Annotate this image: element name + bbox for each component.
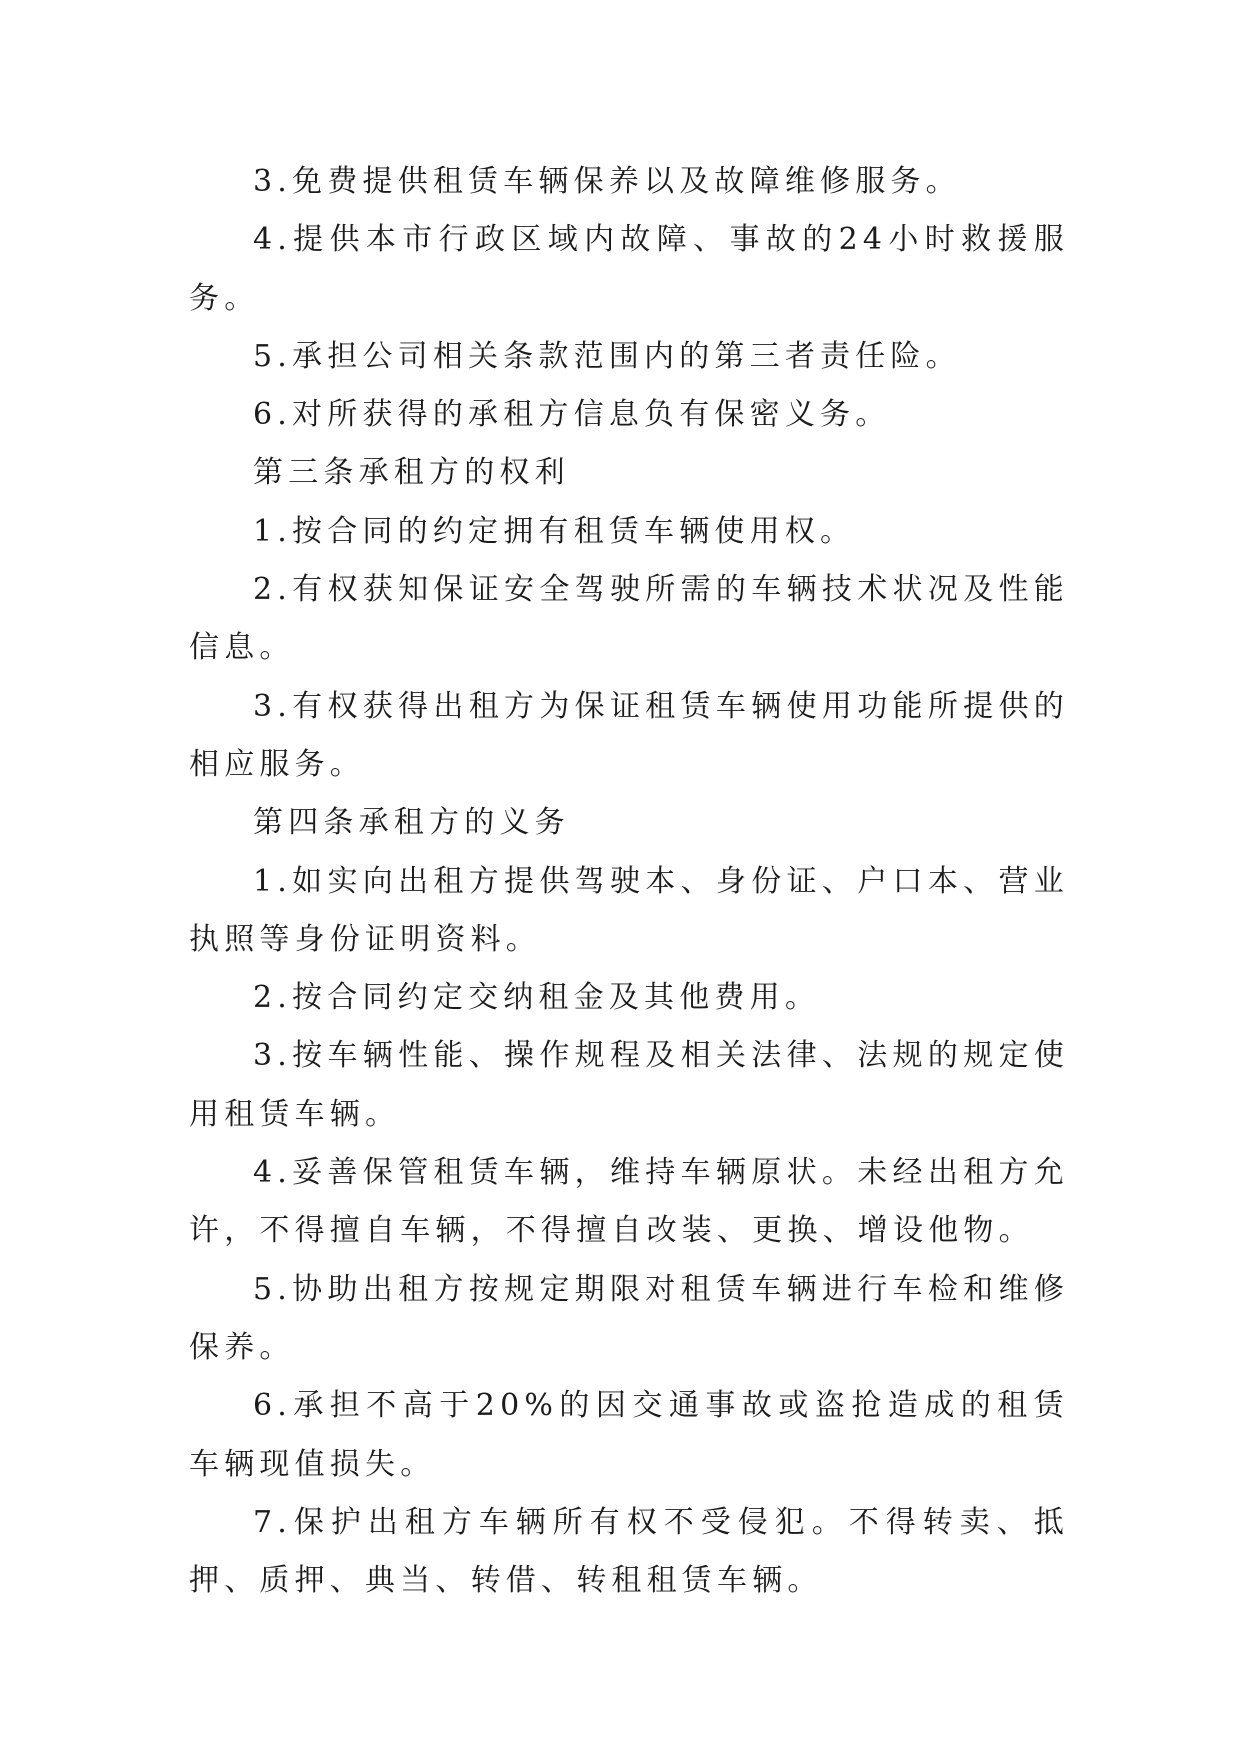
paragraph-lessee-duty-3: 3.按车辆性能、操作规程及相关法律、法规的规定使用租赁车辆。 xyxy=(189,1038,1069,1132)
paragraph-lessee-right-1: 1.按合同的约定拥有租赁车辆使用权。 xyxy=(253,513,856,549)
paragraph-lessee-duty-4: 4.妥善保管租赁车辆，维持车辆原状。未经出租方允许，不得擅自车辆，不得擅自改装、更换、增设他物。 xyxy=(189,1155,1069,1249)
paragraph-lessee-duty-5: 5.协助出租方按规定期限对租赁车辆进行车检和维修保养。 xyxy=(189,1271,1069,1365)
paragraph-lessor-duty-6: 6.对所获得的承租方信息负有保密义务。 xyxy=(253,397,891,433)
paragraph-lessee-duty-6: 6.承担不高于20%的因交通事故或盗抢造成的租赁车辆现值损失。 xyxy=(189,1388,1069,1482)
document-body xyxy=(189,153,1069,1610)
paragraph-lessee-right-3: 3.有权获得出租方为保证租赁车辆使用功能所提供的相应服务。 xyxy=(189,688,1069,782)
section-heading-lessee-rights: 第三条承租方的权利 xyxy=(253,455,570,491)
paragraph-lessee-duty-2: 2.按合同约定交纳租金及其他费用。 xyxy=(253,980,821,1016)
paragraph-lessee-right-2: 2.有权获知保证安全驾驶所需的车辆技术状况及性能信息。 xyxy=(189,572,1069,666)
paragraph-lessor-duty-5: 5.承担公司相关条款范围内的第三者责任险。 xyxy=(253,338,961,374)
paragraph-lessor-duty-4: 4.提供本市行政区域内故障、事故的24小时救援服务。 xyxy=(189,222,1069,316)
paragraph-lessee-duty-1: 1.如实向出租方提供驾驶本、身份证、户口本、营业执照等身份证明资料。 xyxy=(189,863,1069,957)
paragraph-lessor-duty-3: 3.免费提供租赁车辆保养以及故障维修服务。 xyxy=(253,164,961,199)
paragraph-lessee-duty-7: 7.保护出租方车辆所有权不受侵犯。不得转卖、抵押、质押、典当、转借、转租租赁车辆。 xyxy=(189,1504,1069,1599)
section-heading-lessee-duties: 第四条承租方的义务 xyxy=(253,805,570,841)
